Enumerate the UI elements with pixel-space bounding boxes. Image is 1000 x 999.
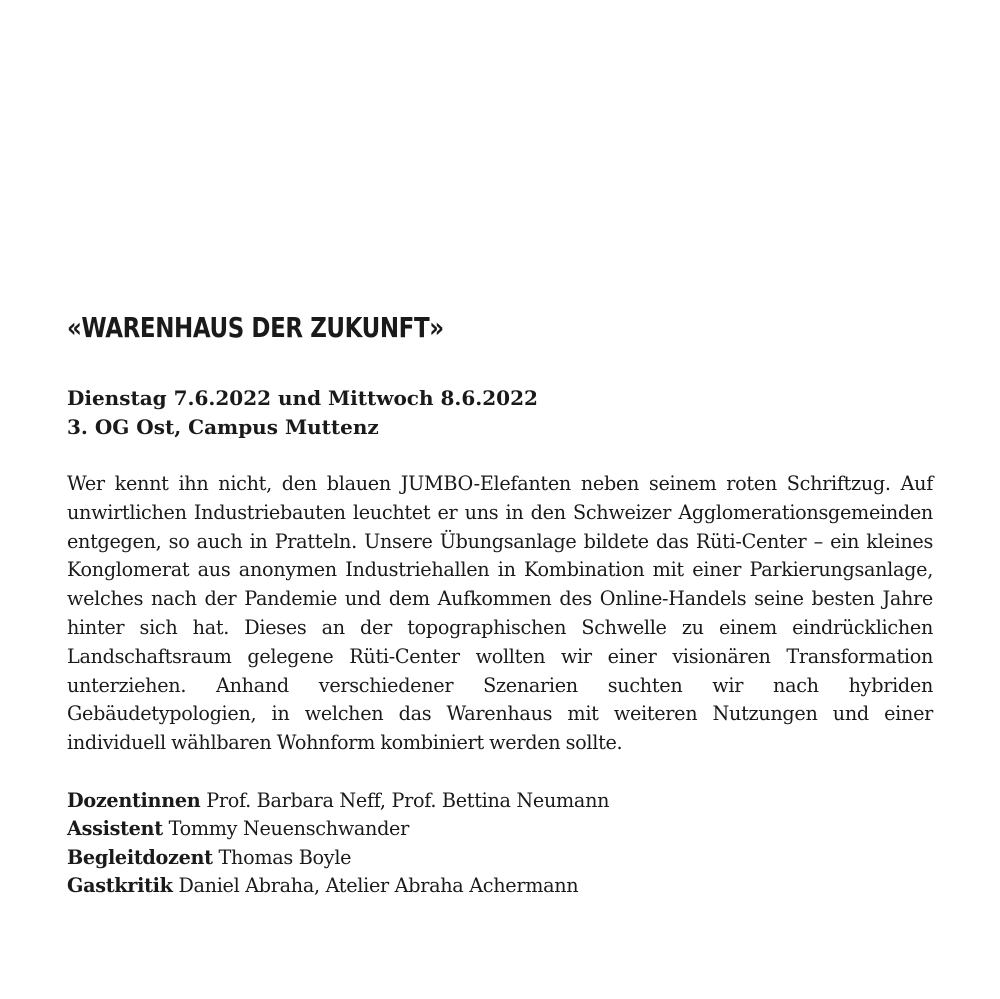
credit-role: Dozentinnen <box>67 788 201 812</box>
description-paragraph: Wer kennt ihn nicht, den blauen JUMBO-Elefanten neben seinem roten Schriftzug. Auf unwirtlichen Industriebauten leuchtet er uns in den Schweizer Agglomerationsgemeinden entgegen, so auch in Pratteln. Unsere Übungsanlage bildete das Rüti-Center – ein kleines Konglomerat aus anonymen Industriehallen in Kombination mit einer Parkierungsanlage, welches nach der Pandemie und dem Aufkommen des Online-Handels seine besten Jahre hinter sich hat. Dieses an der topographischen Schwelle zu einem eindrücklichen Landschaftsraum gelegene Rüti-Center wollten wir einer visionären Transformation unterziehen. Anhand verschiedener Szenarien suchten wir nach hybriden Gebäudetypologien, in welchen das Warenhaus mit weiteren Nutzungen und einer individuell wählbaren Wohnform kombiniert werden sollte. <box>67 472 933 755</box>
event-location: 3. OG Ost, Campus Muttenz <box>67 415 379 439</box>
page-title: «WARENHAUS DER ZUKUNFT» <box>67 311 444 344</box>
credit-names: Thomas Boyle <box>218 845 352 869</box>
credit-role: Begleitdozent <box>67 845 213 869</box>
event-date: Dienstag 7.6.2022 und Mittwoch 8.6.2022 <box>67 386 538 410</box>
document-page <box>67 308 933 901</box>
credits-list <box>67 787 933 901</box>
event-meta <box>67 384 933 442</box>
credit-names: Prof. Barbara Neff, Prof. Bettina Neumann <box>206 788 610 812</box>
credit-row-dozentinnen <box>67 787 933 816</box>
credit-row-gastkritik <box>67 872 933 901</box>
credit-row-begleitdozent <box>67 844 933 873</box>
credit-role: Assistent <box>67 817 163 841</box>
credit-row-assistent <box>67 815 933 844</box>
credit-names: Tommy Neuenschwander <box>168 817 409 841</box>
credit-names: Daniel Abraha, Atelier Abraha Achermann <box>178 874 579 898</box>
credit-role: Gastkritik <box>67 874 173 898</box>
